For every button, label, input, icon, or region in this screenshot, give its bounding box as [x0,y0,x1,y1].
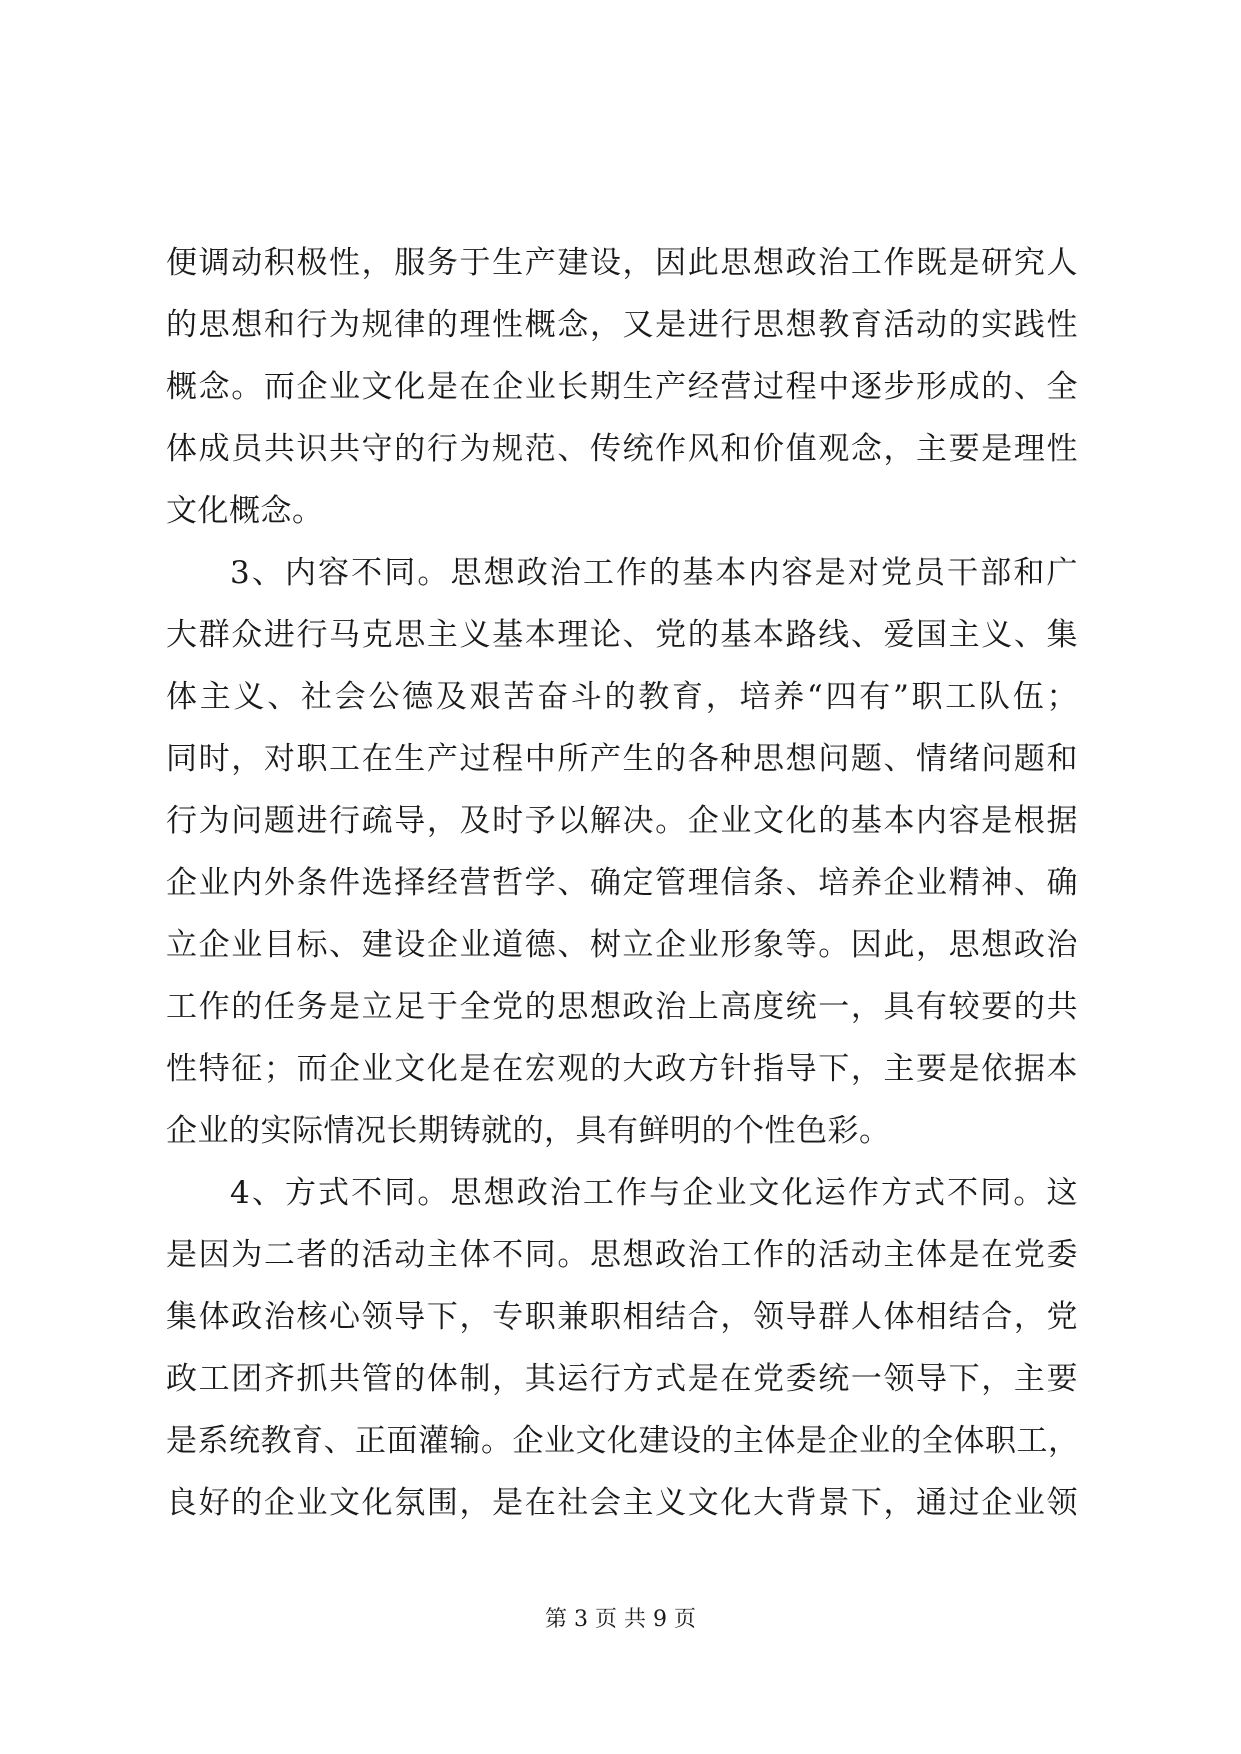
text-line: 企业内外条件选择经营哲学、确定管理信条、培养企业精神、确 [166,865,1078,901]
text-line: 4、方式不同。思想政治工作与企业文化运作方式不同。这 [230,1175,1078,1211]
paragraph-method-difference [166,1162,1078,1534]
text-line: 3、内容不同。思想政治工作的基本内容是对党员干部和广 [230,555,1078,591]
text-line: 行为问题进行疏导，及时予以解决。企业文化的基本内容是根据 [166,803,1078,839]
text-line: 便调动积极性，服务于生产建设，因此思想政治工作既是研究人 [166,245,1078,281]
text-line: 体主义、社会公德及艰苦奋斗的教育，培养“四有”职工队伍； [166,679,1078,715]
text-line: 政工团齐抓共管的体制，其运行方式是在党委统一领导下，主要 [166,1361,1078,1397]
text-line: 立企业目标、建设企业道德、树立企业形象等。因此，思想政治 [166,927,1078,963]
paragraph-continuation [166,232,1078,542]
text-line: 是系统教育、正面灌输。企业文化建设的主体是企业的全体职工， [166,1423,1080,1459]
text-line: 良好的企业文化氛围，是在社会主义文化大背景下，通过企业领 [166,1485,1078,1521]
text-line: 大群众进行马克思主义基本理论、党的基本路线、爱国主义、集 [166,617,1078,653]
text-line: 性特征；而企业文化是在宏观的大政方针指导下，主要是依据本 [166,1051,1078,1087]
text-line: 工作的任务是立足于全党的思想政治上高度统一，具有较要的共 [166,989,1078,1025]
paragraph-content-difference [166,542,1078,1162]
text-line: 体成员共识共守的行为规范、传统作风和价值观念，主要是理性 [166,431,1078,467]
text-line: 的思想和行为规律的理性概念，又是进行思想教育活动的实践性 [166,307,1078,343]
text-line: 是因为二者的活动主体不同。思想政治工作的活动主体是在党委 [166,1237,1078,1273]
page-number-footer: 第 3 页 共 9 页 [545,1607,696,1632]
text-line: 企业的实际情况长期铸就的，具有鲜明的个性色彩。 [166,1113,891,1149]
text-line: 文化概念。 [166,493,324,529]
body-text [166,232,1078,1534]
text-line: 集体政治核心领导下，专职兼职相结合，领导群人体相结合，党 [166,1299,1078,1335]
text-line: 概念。而企业文化是在企业长期生产经营过程中逐步形成的、全 [166,369,1078,405]
text-line: 同时，对职工在生产过程中所产生的各种思想问题、情绪问题和 [166,741,1078,777]
